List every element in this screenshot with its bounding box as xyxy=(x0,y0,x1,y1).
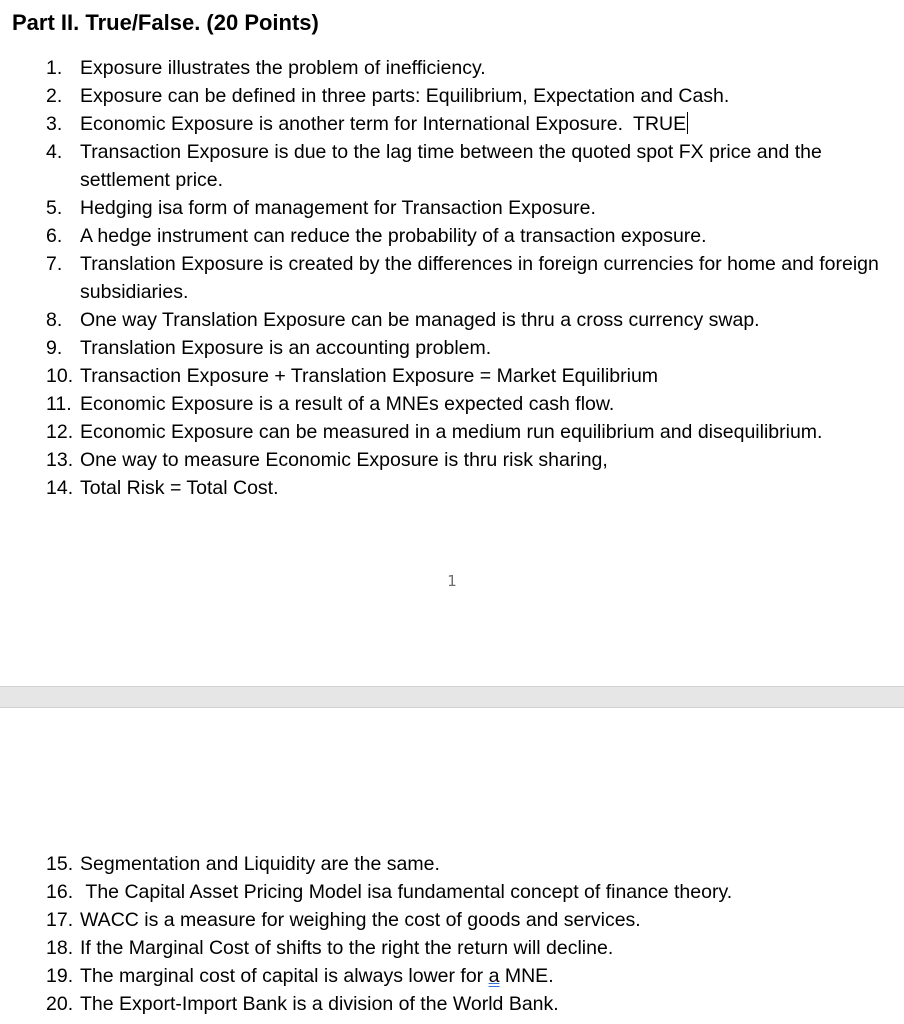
question-text[interactable]: Economic Exposure is a result of a MNEs expected cash flow. xyxy=(80,393,615,415)
question-number: 18. xyxy=(46,937,74,959)
question-item xyxy=(0,934,904,962)
question-text[interactable]: Exposure can be defined in three parts: Equilibrium, Expectation and Cash. xyxy=(80,85,730,107)
question-number: 17. xyxy=(46,909,74,931)
question-item xyxy=(0,334,904,362)
question-item xyxy=(0,138,904,194)
question-text-composite[interactable] xyxy=(80,962,892,990)
question-item xyxy=(0,82,904,110)
question-number: 6. xyxy=(46,225,63,247)
page-break-gap xyxy=(0,686,904,708)
question-text[interactable]: The Export-Import Bank is a division of the World Bank. xyxy=(80,993,559,1015)
question-item xyxy=(0,990,904,1018)
question-item xyxy=(0,446,904,474)
question-text[interactable]: MNE. xyxy=(499,965,554,987)
question-number: 1. xyxy=(46,57,63,79)
question-text[interactable]: Segmentation and Liquidity are the same. xyxy=(80,853,440,875)
question-number: 8. xyxy=(46,309,63,331)
question-text[interactable]: One way Translation Exposure can be managed is thru a cross currency swap. xyxy=(80,309,760,331)
question-text[interactable]: Transaction Exposure + Translation Exposure = Market Equilibrium xyxy=(80,365,659,387)
page-number: 1 xyxy=(447,572,457,590)
question-list-page-1 xyxy=(0,54,904,502)
question-number: 3. xyxy=(46,113,63,135)
question-item xyxy=(0,390,904,418)
question-text-with-answer[interactable] xyxy=(80,110,892,138)
question-number: 19. xyxy=(46,965,74,987)
question-number: 7. xyxy=(46,253,63,275)
question-item xyxy=(0,906,904,934)
question-item xyxy=(0,362,904,390)
question-number: 15. xyxy=(46,853,74,875)
question-item xyxy=(0,850,904,878)
question-text[interactable]: If the Marginal Cost of shifts to the right the return will decline. xyxy=(80,937,614,959)
question-number: 5. xyxy=(46,197,63,219)
question-item xyxy=(0,474,904,502)
question-text[interactable]: Economic Exposure is another term for International Exposure. xyxy=(80,113,624,135)
question-number: 9. xyxy=(46,337,63,359)
question-item xyxy=(0,250,904,306)
question-number: 12. xyxy=(46,421,74,443)
question-item xyxy=(0,962,904,990)
question-number: 2. xyxy=(46,85,63,107)
question-item xyxy=(0,54,904,82)
question-text[interactable]: Exposure illustrates the problem of inefficiency. xyxy=(80,57,486,79)
question-text[interactable]: Total Risk = Total Cost. xyxy=(80,477,279,499)
question-number: 4. xyxy=(46,141,63,163)
question-item xyxy=(0,418,904,446)
proofing-marked-word[interactable]: a xyxy=(488,965,500,987)
question-item xyxy=(0,306,904,334)
question-text[interactable]: One way to measure Economic Exposure is thru risk sharing, xyxy=(80,449,608,471)
question-text[interactable]: A hedge instrument can reduce the probability of a transaction exposure. xyxy=(80,225,707,247)
question-text[interactable]: Translation Exposure is created by the differences in foreign currencies for home and foreign subsidiaries. xyxy=(80,253,885,303)
question-number: 14. xyxy=(46,477,74,499)
question-number: 13. xyxy=(46,449,74,471)
question-text[interactable]: The Capital Asset Pricing Model isa fundamental concept of finance theory. xyxy=(80,881,733,903)
question-number: 20. xyxy=(46,993,74,1015)
text-cursor xyxy=(687,112,688,134)
question-number: 16. xyxy=(46,881,74,903)
question-text[interactable]: Hedging isa form of management for Transaction Exposure. xyxy=(80,197,596,219)
question-text[interactable]: Translation Exposure is an accounting problem. xyxy=(80,337,492,359)
section-title: Part II. True/False. (20 Points) xyxy=(12,10,319,35)
answer-text[interactable]: TRUE xyxy=(633,113,687,135)
question-list-page-2 xyxy=(0,850,904,1018)
question-text[interactable]: WACC is a measure for weighing the cost of goods and services. xyxy=(80,909,641,931)
question-text[interactable]: Transaction Exposure is due to the lag time between the quoted spot FX price and the settlement price. xyxy=(80,141,828,191)
question-text[interactable]: The marginal cost of capital is always lower for xyxy=(80,965,489,987)
question-number: 11. xyxy=(46,393,72,415)
question-item xyxy=(0,878,904,906)
question-item xyxy=(0,194,904,222)
question-item xyxy=(0,222,904,250)
document-page-2 xyxy=(0,708,904,1024)
question-text[interactable]: Economic Exposure can be measured in a medium run equilibrium and disequilibrium. xyxy=(80,421,823,443)
question-item xyxy=(0,110,904,138)
question-number: 10. xyxy=(46,365,74,387)
